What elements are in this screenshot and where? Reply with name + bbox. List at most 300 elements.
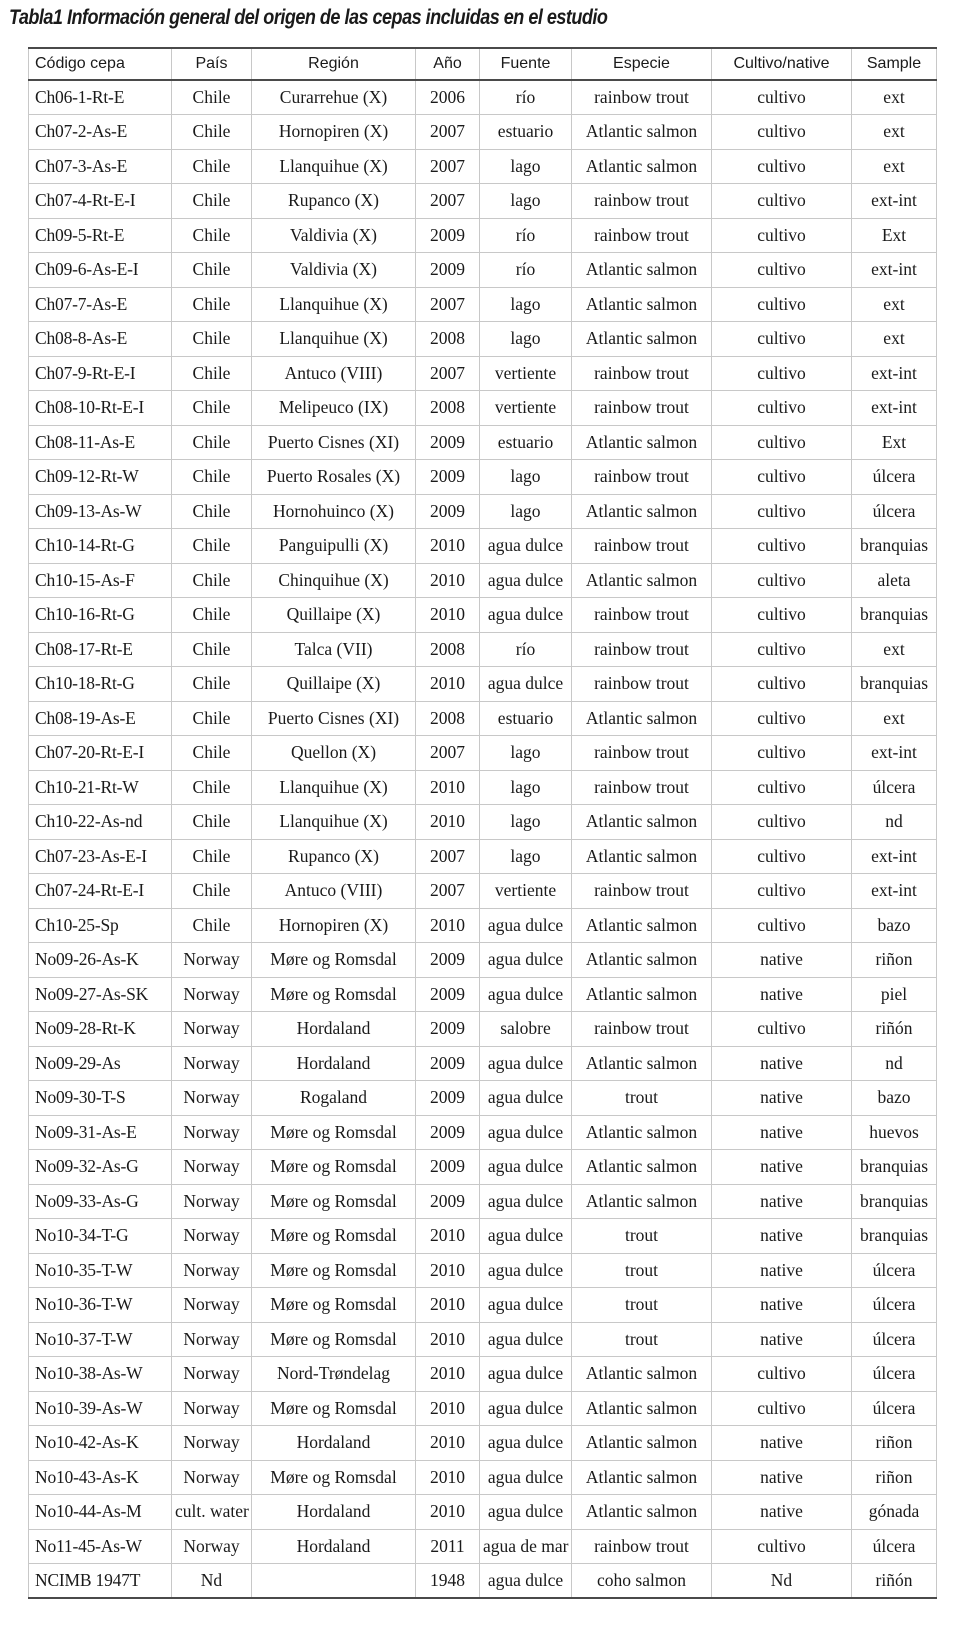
cell-region: Rupanco (X) (252, 839, 416, 874)
cell-ano: 2007 (416, 736, 480, 771)
cell-codigo-cepa: Ch08-17-Rt-E (29, 632, 172, 667)
cell-region: Hordaland (252, 1012, 416, 1047)
cell-sample: úlcera (852, 770, 937, 805)
cell-cultivo-native: Nd (712, 1564, 852, 1599)
cell-pais: Norway (172, 977, 252, 1012)
cell-pais: Chile (172, 529, 252, 564)
cell-cultivo-native: cultivo (712, 115, 852, 150)
cell-sample: úlcera (852, 1357, 937, 1392)
cell-ano: 2010 (416, 598, 480, 633)
cell-codigo-cepa: No09-33-As-G (29, 1184, 172, 1219)
cell-codigo-cepa: No10-44-As-M (29, 1495, 172, 1530)
cell-especie: Atlantic salmon (572, 943, 712, 978)
cell-codigo-cepa: Ch10-15-As-F (29, 563, 172, 598)
cell-codigo-cepa: Ch07-23-As-E-I (29, 839, 172, 874)
cell-region: Talca (VII) (252, 632, 416, 667)
cell-sample: branquias (852, 667, 937, 702)
cell-especie: rainbow trout (572, 391, 712, 426)
cell-especie: Atlantic salmon (572, 1046, 712, 1081)
table-caption: Tabla1 Información general del origen de las cepas incluidas en el estudio (9, 6, 608, 29)
cell-pais: Chile (172, 632, 252, 667)
cell-cultivo-native: cultivo (712, 287, 852, 322)
cell-especie: Atlantic salmon (572, 1495, 712, 1530)
cell-sample: ext (852, 149, 937, 184)
cell-pais: Chile (172, 736, 252, 771)
cell-sample: ext (852, 80, 937, 115)
cell-ano: 2008 (416, 391, 480, 426)
cell-fuente: agua de mar (480, 1529, 572, 1564)
cell-codigo-cepa: No09-31-As-E (29, 1115, 172, 1150)
cell-ano: 2008 (416, 322, 480, 357)
cell-especie: trout (572, 1219, 712, 1254)
table-row (29, 1322, 937, 1357)
cell-pais: Chile (172, 115, 252, 150)
cell-region: Valdivia (X) (252, 253, 416, 288)
cell-especie: rainbow trout (572, 460, 712, 495)
cell-cultivo-native: cultivo (712, 770, 852, 805)
table-row (29, 1150, 937, 1185)
cell-cultivo-native: cultivo (712, 322, 852, 357)
cell-ano: 2010 (416, 908, 480, 943)
cell-especie: Atlantic salmon (572, 701, 712, 736)
header-especie: Especie (572, 48, 712, 80)
cell-especie: rainbow trout (572, 632, 712, 667)
cell-cultivo-native: cultivo (712, 80, 852, 115)
cell-ano: 2010 (416, 1288, 480, 1323)
cell-ano: 2006 (416, 80, 480, 115)
cell-especie: rainbow trout (572, 356, 712, 391)
cell-pais: Norway (172, 1184, 252, 1219)
table-row (29, 356, 937, 391)
cell-fuente: agua dulce (480, 1184, 572, 1219)
cell-especie: Atlantic salmon (572, 149, 712, 184)
cell-codigo-cepa: No10-34-T-G (29, 1219, 172, 1254)
cell-ano: 2010 (416, 805, 480, 840)
cell-region: Quellon (X) (252, 736, 416, 771)
cell-especie: Atlantic salmon (572, 1150, 712, 1185)
table-row (29, 943, 937, 978)
cell-pais: Norway (172, 1391, 252, 1426)
cell-cultivo-native: native (712, 1288, 852, 1323)
cell-cultivo-native: cultivo (712, 736, 852, 771)
cell-fuente: lago (480, 770, 572, 805)
cell-fuente: agua dulce (480, 1357, 572, 1392)
cell-ano: 2009 (416, 460, 480, 495)
cell-region: Rupanco (X) (252, 184, 416, 219)
cell-cultivo-native: native (712, 1150, 852, 1185)
cell-pais: Norway (172, 1150, 252, 1185)
cell-sample: ext-int (852, 356, 937, 391)
table-row (29, 460, 937, 495)
cell-cultivo-native: cultivo (712, 356, 852, 391)
cell-sample: úlcera (852, 1288, 937, 1323)
cell-codigo-cepa: No09-26-As-K (29, 943, 172, 978)
cell-region: Møre og Romsdal (252, 1288, 416, 1323)
cell-cultivo-native: native (712, 1184, 852, 1219)
cell-region: Llanquihue (X) (252, 149, 416, 184)
cell-pais: Norway (172, 943, 252, 978)
cell-especie: coho salmon (572, 1564, 712, 1599)
cell-codigo-cepa: Ch09-6-As-E-I (29, 253, 172, 288)
cell-cultivo-native: cultivo (712, 1391, 852, 1426)
cell-region: Møre og Romsdal (252, 1391, 416, 1426)
cell-ano: 2009 (416, 1150, 480, 1185)
cell-pais: Norway (172, 1012, 252, 1047)
table-row (29, 425, 937, 460)
cell-especie: Atlantic salmon (572, 563, 712, 598)
cell-fuente: agua dulce (480, 1391, 572, 1426)
cell-region: Quillaipe (X) (252, 598, 416, 633)
cell-region: Llanquihue (X) (252, 287, 416, 322)
cell-codigo-cepa: Ch09-12-Rt-W (29, 460, 172, 495)
table-row (29, 1081, 937, 1116)
cell-sample: ext (852, 287, 937, 322)
cell-sample: Ext (852, 425, 937, 460)
cell-fuente: agua dulce (480, 1253, 572, 1288)
cell-especie: trout (572, 1081, 712, 1116)
cell-pais: Chile (172, 149, 252, 184)
cell-especie: Atlantic salmon (572, 253, 712, 288)
cell-pais: Chile (172, 218, 252, 253)
cell-fuente: estuario (480, 701, 572, 736)
cell-sample: riñon (852, 943, 937, 978)
cell-pais: Chile (172, 598, 252, 633)
cell-pais: Chile (172, 805, 252, 840)
cell-cultivo-native: native (712, 1219, 852, 1254)
cell-codigo-cepa: Ch10-16-Rt-G (29, 598, 172, 633)
table-row (29, 839, 937, 874)
cell-fuente: lago (480, 494, 572, 529)
cell-cultivo-native: cultivo (712, 253, 852, 288)
cell-sample: riñón (852, 1564, 937, 1599)
cell-ano: 2010 (416, 529, 480, 564)
cell-ano: 2011 (416, 1529, 480, 1564)
cell-fuente: agua dulce (480, 598, 572, 633)
cell-sample: riñón (852, 1012, 937, 1047)
cell-pais: Chile (172, 494, 252, 529)
cell-especie: rainbow trout (572, 874, 712, 909)
cell-codigo-cepa: Ch06-1-Rt-E (29, 80, 172, 115)
table-row (29, 1115, 937, 1150)
header-sample: Sample (852, 48, 937, 80)
cell-pais: Chile (172, 287, 252, 322)
cell-cultivo-native: native (712, 1081, 852, 1116)
cell-fuente: vertiente (480, 391, 572, 426)
cell-ano: 1948 (416, 1564, 480, 1599)
table-row (29, 529, 937, 564)
cell-fuente: lago (480, 460, 572, 495)
cell-ano: 2009 (416, 218, 480, 253)
cell-codigo-cepa: No10-42-As-K (29, 1426, 172, 1461)
cell-especie: rainbow trout (572, 667, 712, 702)
cell-sample: úlcera (852, 1322, 937, 1357)
cell-especie: rainbow trout (572, 529, 712, 564)
cell-sample: branquias (852, 1150, 937, 1185)
cell-region: Rogaland (252, 1081, 416, 1116)
cell-ano: 2008 (416, 701, 480, 736)
cell-codigo-cepa: No10-36-T-W (29, 1288, 172, 1323)
cell-codigo-cepa: Ch07-20-Rt-E-I (29, 736, 172, 771)
cell-region: Møre og Romsdal (252, 943, 416, 978)
cell-codigo-cepa: No09-27-As-SK (29, 977, 172, 1012)
cell-sample: ext-int (852, 184, 937, 219)
table-row (29, 805, 937, 840)
cell-especie: Atlantic salmon (572, 839, 712, 874)
cell-region: Panguipulli (X) (252, 529, 416, 564)
cell-fuente: vertiente (480, 356, 572, 391)
cell-ano: 2009 (416, 1184, 480, 1219)
cell-cultivo-native: native (712, 1253, 852, 1288)
header-cultivo-native: Cultivo/native (712, 48, 852, 80)
cell-codigo-cepa: Ch10-18-Rt-G (29, 667, 172, 702)
cell-pais: Chile (172, 874, 252, 909)
cell-especie: Atlantic salmon (572, 908, 712, 943)
cell-codigo-cepa: Ch07-2-As-E (29, 115, 172, 150)
table-row (29, 1046, 937, 1081)
cell-cultivo-native: cultivo (712, 1357, 852, 1392)
cell-sample: ext-int (852, 874, 937, 909)
cell-especie: rainbow trout (572, 184, 712, 219)
cell-fuente: río (480, 632, 572, 667)
table-row (29, 667, 937, 702)
cell-especie: Atlantic salmon (572, 1391, 712, 1426)
cell-ano: 2010 (416, 1460, 480, 1495)
cell-region: Puerto Cisnes (XI) (252, 701, 416, 736)
cell-sample: piel (852, 977, 937, 1012)
cell-region: Llanquihue (X) (252, 322, 416, 357)
cell-ano: 2010 (416, 1426, 480, 1461)
cell-pais: Norway (172, 1322, 252, 1357)
cell-cultivo-native: cultivo (712, 529, 852, 564)
cell-especie: Atlantic salmon (572, 115, 712, 150)
cell-ano: 2009 (416, 977, 480, 1012)
cell-ano: 2010 (416, 563, 480, 598)
cell-especie: trout (572, 1288, 712, 1323)
cell-pais: Norway (172, 1288, 252, 1323)
cell-sample: aleta (852, 563, 937, 598)
cell-ano: 2007 (416, 115, 480, 150)
cell-sample: úlcera (852, 494, 937, 529)
cell-pais: Norway (172, 1426, 252, 1461)
cell-especie: Atlantic salmon (572, 1184, 712, 1219)
table-row (29, 598, 937, 633)
cell-region: Quillaipe (X) (252, 667, 416, 702)
cell-sample: ext (852, 322, 937, 357)
cell-ano: 2008 (416, 632, 480, 667)
table-row (29, 1012, 937, 1047)
cell-pais: Norway (172, 1046, 252, 1081)
cell-ano: 2010 (416, 1495, 480, 1530)
cell-fuente: estuario (480, 425, 572, 460)
cell-especie: Atlantic salmon (572, 805, 712, 840)
cell-pais: Chile (172, 667, 252, 702)
table-row (29, 1184, 937, 1219)
cell-especie: rainbow trout (572, 218, 712, 253)
cell-especie: Atlantic salmon (572, 977, 712, 1012)
cell-cultivo-native: cultivo (712, 667, 852, 702)
cell-sample: ext (852, 115, 937, 150)
cell-region: Hordaland (252, 1529, 416, 1564)
table-row (29, 1564, 937, 1599)
cell-ano: 2009 (416, 253, 480, 288)
cell-pais: Norway (172, 1081, 252, 1116)
cell-fuente: río (480, 218, 572, 253)
cell-sample: bazo (852, 908, 937, 943)
cell-region: Hornopiren (X) (252, 908, 416, 943)
cell-fuente: lago (480, 287, 572, 322)
cell-cultivo-native: cultivo (712, 563, 852, 598)
cell-cultivo-native: native (712, 1322, 852, 1357)
cell-ano: 2007 (416, 287, 480, 322)
cell-codigo-cepa: Ch08-8-As-E (29, 322, 172, 357)
table-row (29, 1495, 937, 1530)
table-row (29, 701, 937, 736)
table-row (29, 494, 937, 529)
table-row (29, 80, 937, 115)
cell-region: Møre og Romsdal (252, 1322, 416, 1357)
cell-region: Nord-Trøndelag (252, 1357, 416, 1392)
cell-ano: 2009 (416, 943, 480, 978)
cell-cultivo-native: native (712, 1495, 852, 1530)
cell-fuente: lago (480, 322, 572, 357)
cell-sample: nd (852, 805, 937, 840)
cell-ano: 2007 (416, 356, 480, 391)
cell-fuente: agua dulce (480, 529, 572, 564)
cell-especie: trout (572, 1253, 712, 1288)
cell-pais: Chile (172, 701, 252, 736)
cell-fuente: lago (480, 736, 572, 771)
cell-ano: 2010 (416, 1253, 480, 1288)
cell-sample: huevos (852, 1115, 937, 1150)
cell-cultivo-native: cultivo (712, 1529, 852, 1564)
table-row (29, 253, 937, 288)
cell-pais: Chile (172, 770, 252, 805)
header-region: Región (252, 48, 416, 80)
cell-pais: Chile (172, 391, 252, 426)
table-row (29, 632, 937, 667)
cell-cultivo-native: cultivo (712, 874, 852, 909)
cell-fuente: agua dulce (480, 1115, 572, 1150)
cell-sample: bazo (852, 1081, 937, 1116)
table-row (29, 908, 937, 943)
cell-codigo-cepa: No10-43-As-K (29, 1460, 172, 1495)
cell-region: Llanquihue (X) (252, 770, 416, 805)
cell-fuente: agua dulce (480, 908, 572, 943)
table-row (29, 1391, 937, 1426)
cell-fuente: agua dulce (480, 1564, 572, 1599)
cell-especie: Atlantic salmon (572, 322, 712, 357)
cell-fuente: agua dulce (480, 1460, 572, 1495)
table-row (29, 391, 937, 426)
cell-region: Melipeuco (IX) (252, 391, 416, 426)
cell-cultivo-native: cultivo (712, 460, 852, 495)
cell-codigo-cepa: No11-45-As-W (29, 1529, 172, 1564)
cell-cultivo-native: cultivo (712, 598, 852, 633)
cell-sample: branquias (852, 598, 937, 633)
cell-especie: rainbow trout (572, 598, 712, 633)
cell-sample: úlcera (852, 460, 937, 495)
cell-region: Curarrehue (X) (252, 80, 416, 115)
table-row (29, 1219, 937, 1254)
cell-cultivo-native: cultivo (712, 494, 852, 529)
cell-especie: Atlantic salmon (572, 287, 712, 322)
cell-fuente: lago (480, 149, 572, 184)
cell-cultivo-native: cultivo (712, 632, 852, 667)
cell-cultivo-native: native (712, 977, 852, 1012)
cell-region: Puerto Rosales (X) (252, 460, 416, 495)
cell-pais: Norway (172, 1253, 252, 1288)
cell-pais: cult. water (172, 1495, 252, 1530)
cell-ano: 2009 (416, 1115, 480, 1150)
table-row (29, 322, 937, 357)
strain-origin-table (28, 47, 937, 1599)
cell-sample: nd (852, 1046, 937, 1081)
table-row (29, 184, 937, 219)
cell-sample: branquias (852, 1184, 937, 1219)
cell-pais: Chile (172, 460, 252, 495)
table-row (29, 1426, 937, 1461)
cell-ano: 2007 (416, 839, 480, 874)
cell-fuente: lago (480, 184, 572, 219)
cell-codigo-cepa: Ch10-14-Rt-G (29, 529, 172, 564)
cell-cultivo-native: native (712, 943, 852, 978)
cell-pais: Chile (172, 184, 252, 219)
cell-sample: ext-int (852, 253, 937, 288)
header-ano: Año (416, 48, 480, 80)
cell-pais: Nd (172, 1564, 252, 1599)
cell-pais: Chile (172, 839, 252, 874)
cell-ano: 2010 (416, 667, 480, 702)
cell-pais: Chile (172, 425, 252, 460)
cell-region: Llanquihue (X) (252, 805, 416, 840)
cell-ano: 2009 (416, 1081, 480, 1116)
header-pais: País (172, 48, 252, 80)
cell-sample: ext-int (852, 736, 937, 771)
cell-fuente: agua dulce (480, 1426, 572, 1461)
cell-codigo-cepa: Ch09-5-Rt-E (29, 218, 172, 253)
table-row (29, 770, 937, 805)
cell-cultivo-native: cultivo (712, 805, 852, 840)
cell-especie: rainbow trout (572, 1012, 712, 1047)
table-header-row (29, 48, 937, 80)
table-row (29, 736, 937, 771)
cell-pais: Chile (172, 253, 252, 288)
cell-cultivo-native: cultivo (712, 425, 852, 460)
header-fuente: Fuente (480, 48, 572, 80)
table-row (29, 977, 937, 1012)
cell-pais: Chile (172, 356, 252, 391)
cell-fuente: agua dulce (480, 943, 572, 978)
cell-pais: Norway (172, 1529, 252, 1564)
cell-cultivo-native: cultivo (712, 184, 852, 219)
cell-sample: úlcera (852, 1529, 937, 1564)
cell-fuente: lago (480, 805, 572, 840)
cell-especie: rainbow trout (572, 736, 712, 771)
cell-especie: Atlantic salmon (572, 1426, 712, 1461)
cell-cultivo-native: cultivo (712, 218, 852, 253)
table-row (29, 115, 937, 150)
cell-fuente: agua dulce (480, 1322, 572, 1357)
cell-cultivo-native: cultivo (712, 701, 852, 736)
cell-sample: riñon (852, 1426, 937, 1461)
cell-region: Valdivia (X) (252, 218, 416, 253)
cell-especie: Atlantic salmon (572, 494, 712, 529)
cell-ano: 2009 (416, 494, 480, 529)
cell-codigo-cepa: No10-39-As-W (29, 1391, 172, 1426)
table-row (29, 1460, 937, 1495)
cell-especie: rainbow trout (572, 1529, 712, 1564)
cell-cultivo-native: cultivo (712, 1012, 852, 1047)
